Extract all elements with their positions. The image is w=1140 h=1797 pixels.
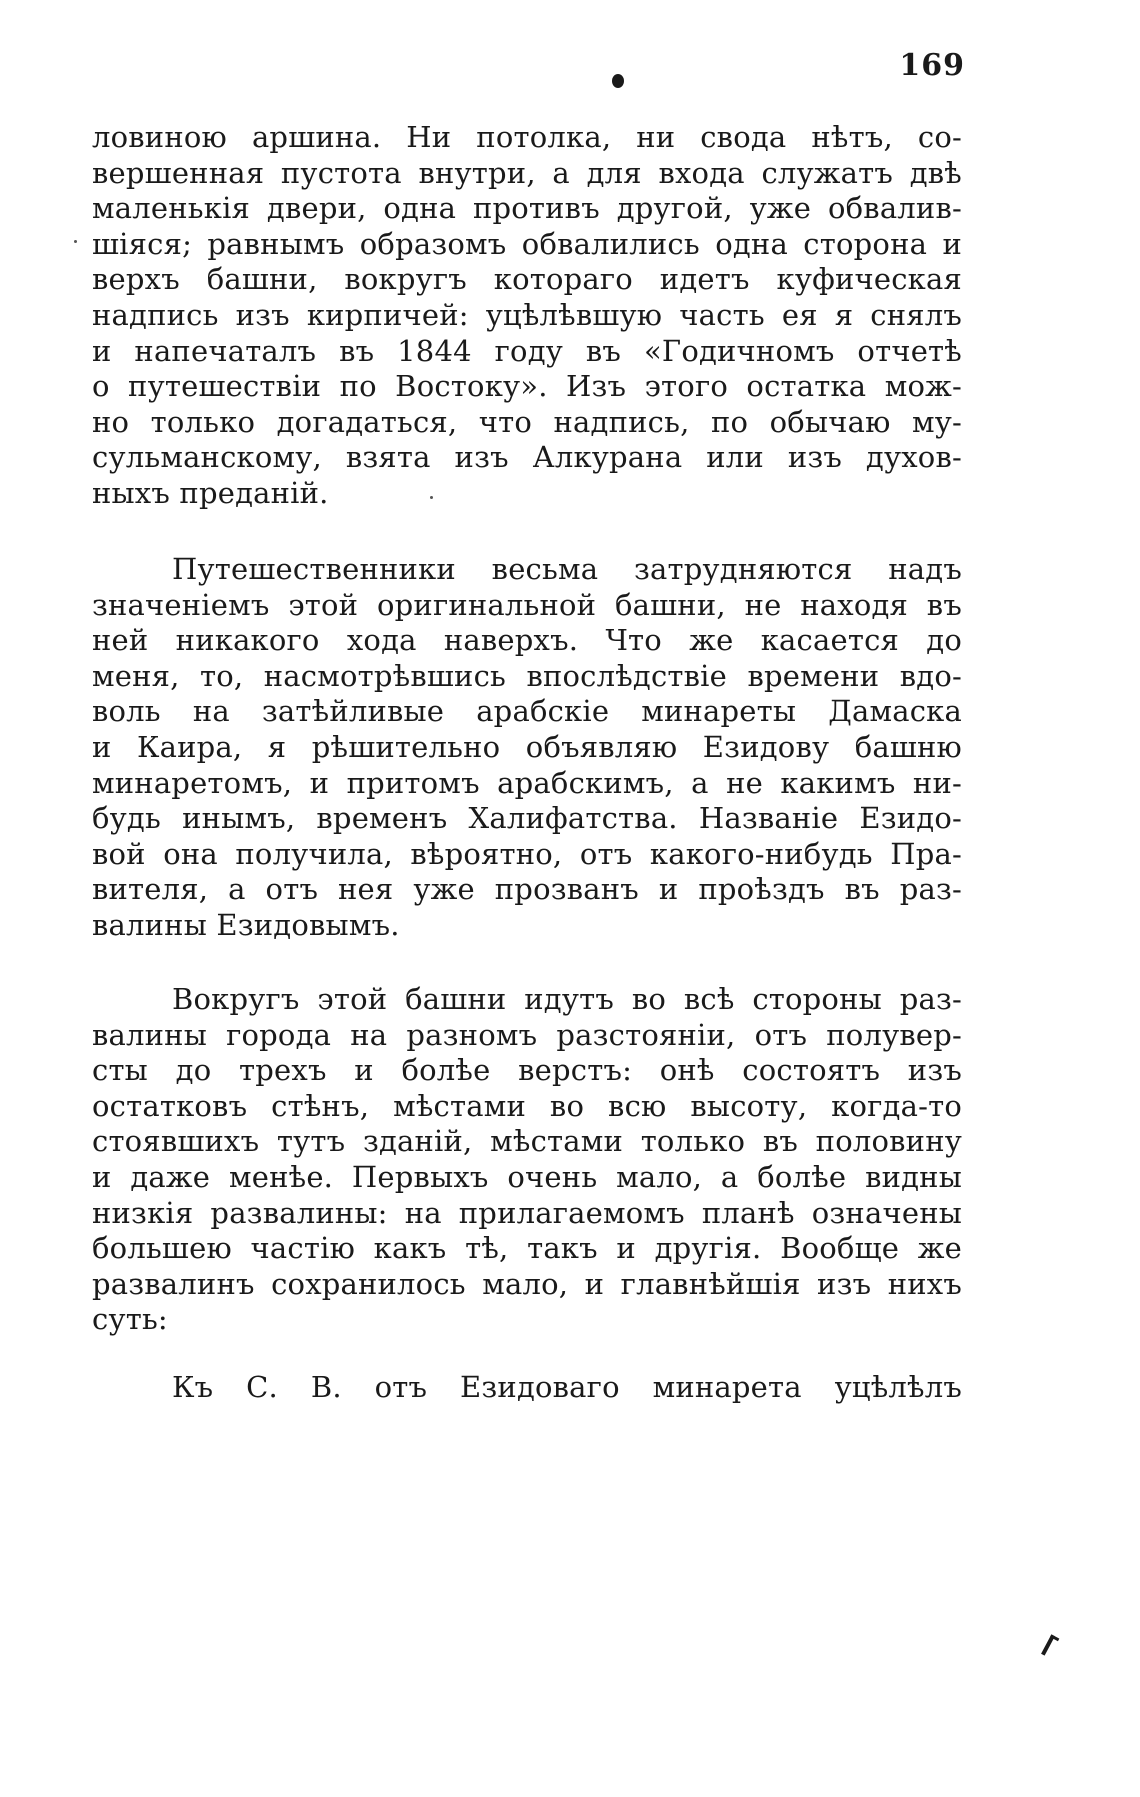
text-line: ныхъ преданій. — [92, 475, 329, 510]
text-line: маленькія двери, одна противъ другой, уже обвалив- — [92, 191, 962, 226]
text-line: суть: — [92, 1302, 168, 1337]
text-line: Путешественники весьма затрудняются надъ — [172, 552, 962, 586]
paragraph — [92, 552, 962, 944]
paragraph — [92, 982, 962, 1338]
text-line: Къ С. В. отъ Езидоваго минарета уцѣлѣлъ — [172, 1370, 962, 1404]
text-line: валины города на разномъ разстояніи, отъ полувер- — [92, 1017, 962, 1052]
text-line: большею частію какъ тѣ, такъ и другія. Вообще же — [92, 1231, 962, 1266]
text-line: значеніемъ этой оригинальной башни, не находя въ — [92, 587, 962, 622]
text-line: Вокругъ этой башни идутъ во всѣ стороны раз- — [172, 982, 962, 1016]
text-line: сульманскому, взята изъ Алкурана или изъ духов- — [92, 440, 962, 475]
text-line: шіяся; равнымъ образомъ обвалились одна сторона и — [92, 226, 962, 261]
text-line: воль на затѣйливые арабскіе минареты Дамаска — [92, 694, 962, 729]
paragraph — [92, 120, 962, 512]
text-line: валины Езидовымъ. — [92, 907, 400, 942]
text-line: будь инымъ, временъ Халифатства. Названіе Езидо- — [92, 801, 962, 836]
text-line: вой она получила, вѣроятно, отъ какого-нибудь Пра- — [92, 836, 962, 871]
scan-speck — [430, 496, 433, 499]
text-line: надпись изъ кирпичей: уцѣлѣвшую часть ея я снялъ — [92, 297, 962, 332]
text-line: о путешествіи по Востоку». Изъ этого остатка мож- — [92, 369, 962, 404]
text-line: и Каира, я рѣшительно объявляю Езидову башню — [92, 729, 962, 764]
text-line: ловиною аршина. Ни потолка, ни свода нѣтъ, со- — [92, 120, 962, 154]
paragraph — [92, 1370, 962, 1406]
text-line: остатковъ стѣнъ, мѣстами во всю высоту, когда-то — [92, 1088, 962, 1123]
scan-speck — [74, 240, 77, 243]
text-line: но только догадаться, что надпись, по обычаю му- — [92, 404, 962, 439]
text-line: верхъ башни, вокругъ котораго идетъ куфическая — [92, 262, 962, 297]
text-line: и даже менѣе. Первыхъ очень мало, а болѣе видны — [92, 1159, 962, 1194]
text-line: минаретомъ, и притомъ арабскимъ, а не какимъ ни- — [92, 765, 962, 800]
text-line: развалинъ сохранилось мало, и главнѣйшія изъ нихъ — [92, 1266, 962, 1301]
text-line: низкія развалины: на прилагаемомъ планѣ означены — [92, 1195, 962, 1230]
text-line: ней никакого хода наверхъ. Что же касается до — [92, 623, 962, 658]
text-line: вершенная пустота внутри, а для входа служатъ двѣ — [92, 155, 962, 190]
text-line: и напечаталъ въ 1844 году въ «Годичномъ отчетѣ — [92, 333, 962, 368]
page-number: 169 — [899, 48, 965, 83]
ink-dot — [612, 74, 624, 88]
text-line: вителя, а отъ нея уже прозванъ и проѣздъ въ раз- — [92, 872, 962, 907]
text-line: стоявшихъ тутъ зданій, мѣстами только въ половину — [92, 1124, 962, 1159]
scan-mark — [1041, 1634, 1055, 1655]
text-line: сты до трехъ и болѣе верстъ: онѣ состоятъ изъ — [92, 1053, 962, 1088]
text-line: меня, то, насмотрѣвшись впослѣдствіе времени вдо- — [92, 658, 962, 693]
